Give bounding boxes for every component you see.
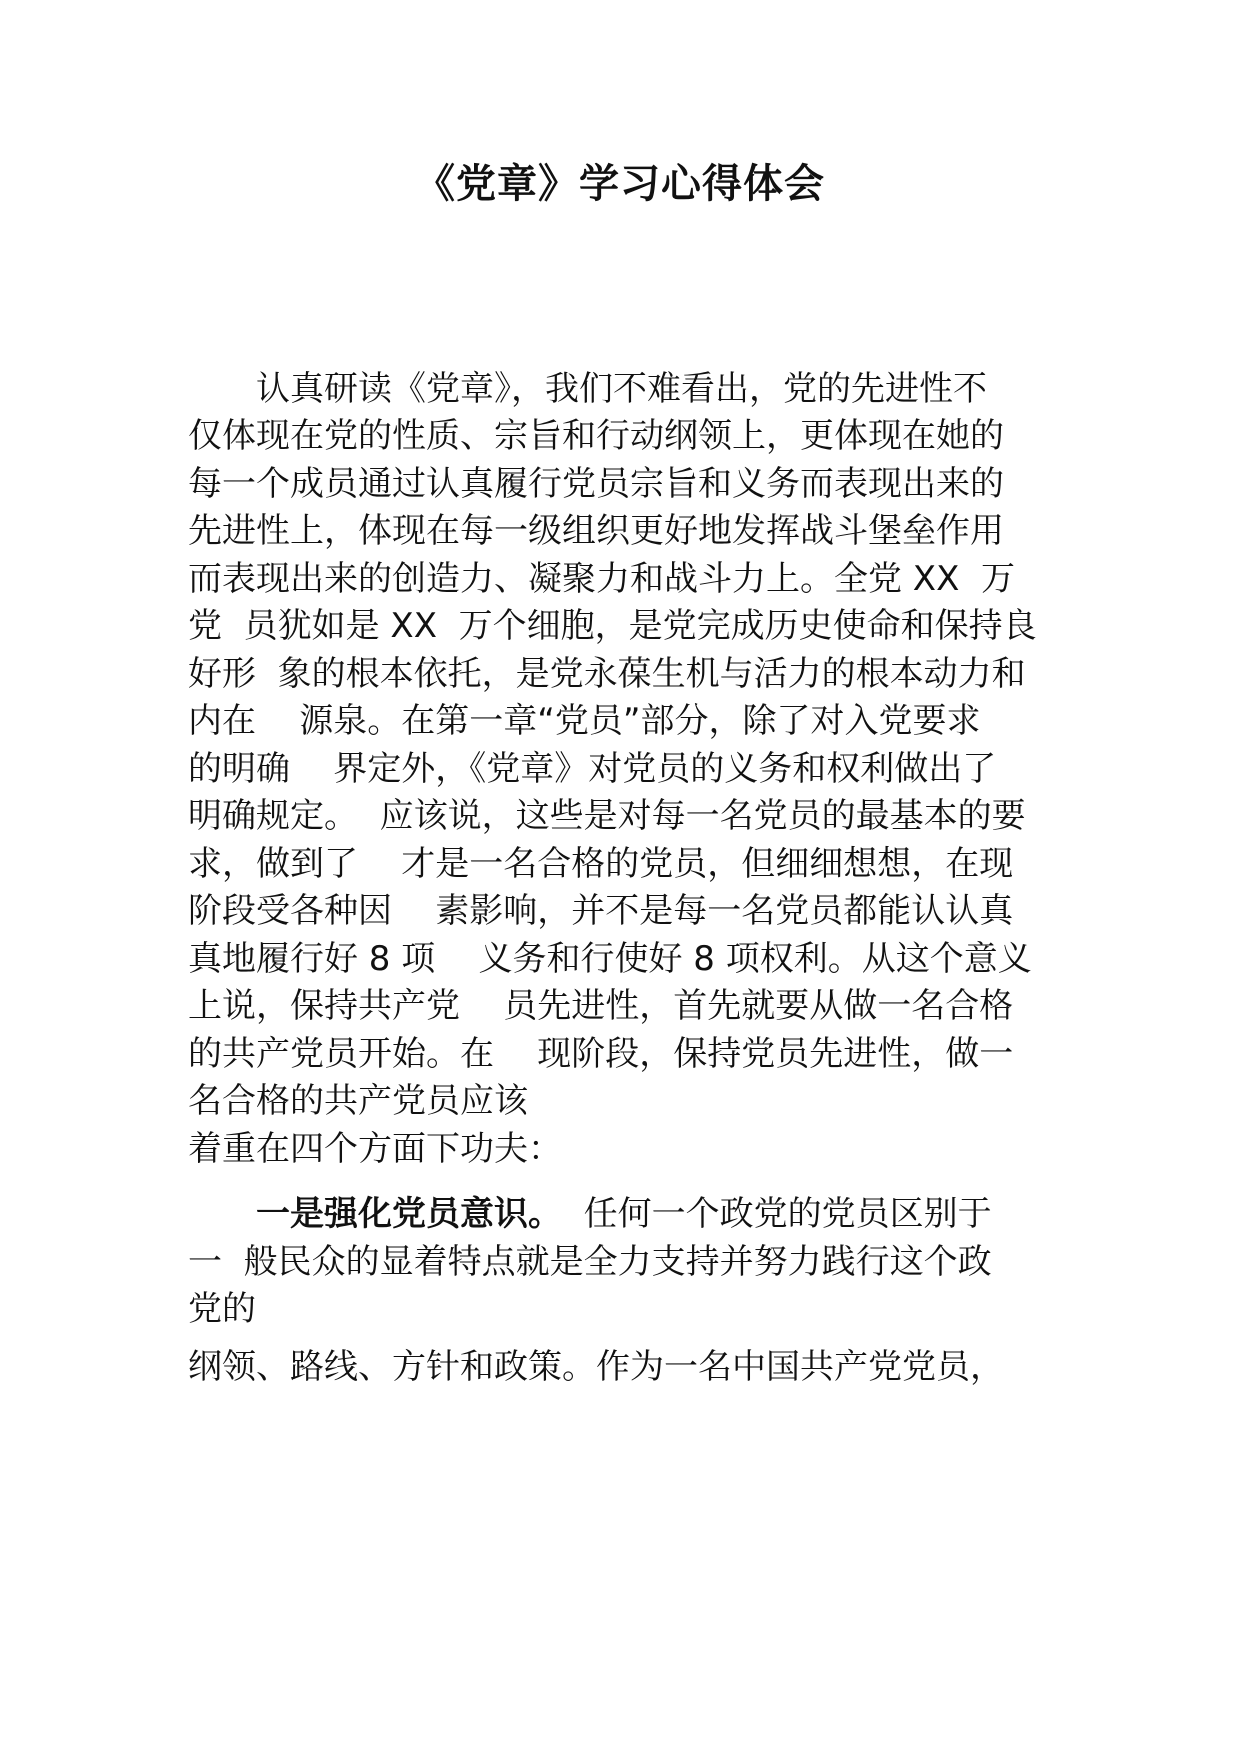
body-line: 的明确 界定外，《党章》对党员的义务和权利做出了 [188, 749, 997, 789]
body-line: 一 般民众的显着特点就是全力支持并努力践行这个政 [188, 1242, 992, 1282]
body-line: 先进性上，体现在每一级组织更好地发挥战斗堡垒作用 [188, 511, 1004, 551]
document-title: 《党章》学习心得体会 [415, 161, 825, 207]
body-line: 好形 象的根本依托，是党永葆生机与活力的根本动力和 [188, 654, 1026, 694]
body-line: 上说，保持共产党 员先进性，首先就要从做一名合格 [188, 986, 1014, 1026]
body-line: 真地履行好 8 项 义务和行使好 8 项权利。从这个意义 [188, 939, 1032, 979]
section-heading-line [188, 1191, 992, 1237]
body-line: 仅体现在党的性质、宗旨和行动纲领上，更体现在她的 [188, 416, 1004, 456]
body-line: 纲领、路线、方针和政策。作为一名中国共产党党员， [188, 1347, 1004, 1387]
body-line: 阶段受各种因 素影响，并不是每一名党员都能认认真 [188, 891, 1014, 931]
body-line: 着重在四个方面下功夫： [188, 1129, 562, 1169]
body-line: 的共产党员开始。在 现阶段，保持党员先进性，做一 [188, 1034, 1014, 1074]
body-line: 明确规定。 应该说，这些是对每一名党员的最基本的要 [188, 796, 1026, 836]
section-heading: 一是强化党员意识。 [256, 1194, 562, 1234]
body-line: 党 员犹如是 XX 万个细胞，是党完成历史使命和保持良 [188, 606, 1037, 646]
body-line: 每一个成员通过认真履行党员宗旨和义务而表现出来的 [188, 464, 1004, 504]
body-line: 党的 [188, 1289, 256, 1329]
body-line: 认真研读《党章》，我们不难看出，党的先进性不 [188, 369, 987, 409]
body-line: 名合格的共产党员应该 [188, 1081, 528, 1121]
body-line: 内在 源泉。在第一章“党员”部分，除了对入党要求 [188, 701, 981, 741]
section-heading-rest: 任何一个政党的党员区别于 [562, 1194, 992, 1234]
body-line: 求，做到了 才是一名合格的党员，但细细想想，在现 [188, 844, 1014, 884]
body-line: 而表现出来的创造力、凝聚力和战斗力上。全党 XX 万 [188, 559, 1016, 599]
